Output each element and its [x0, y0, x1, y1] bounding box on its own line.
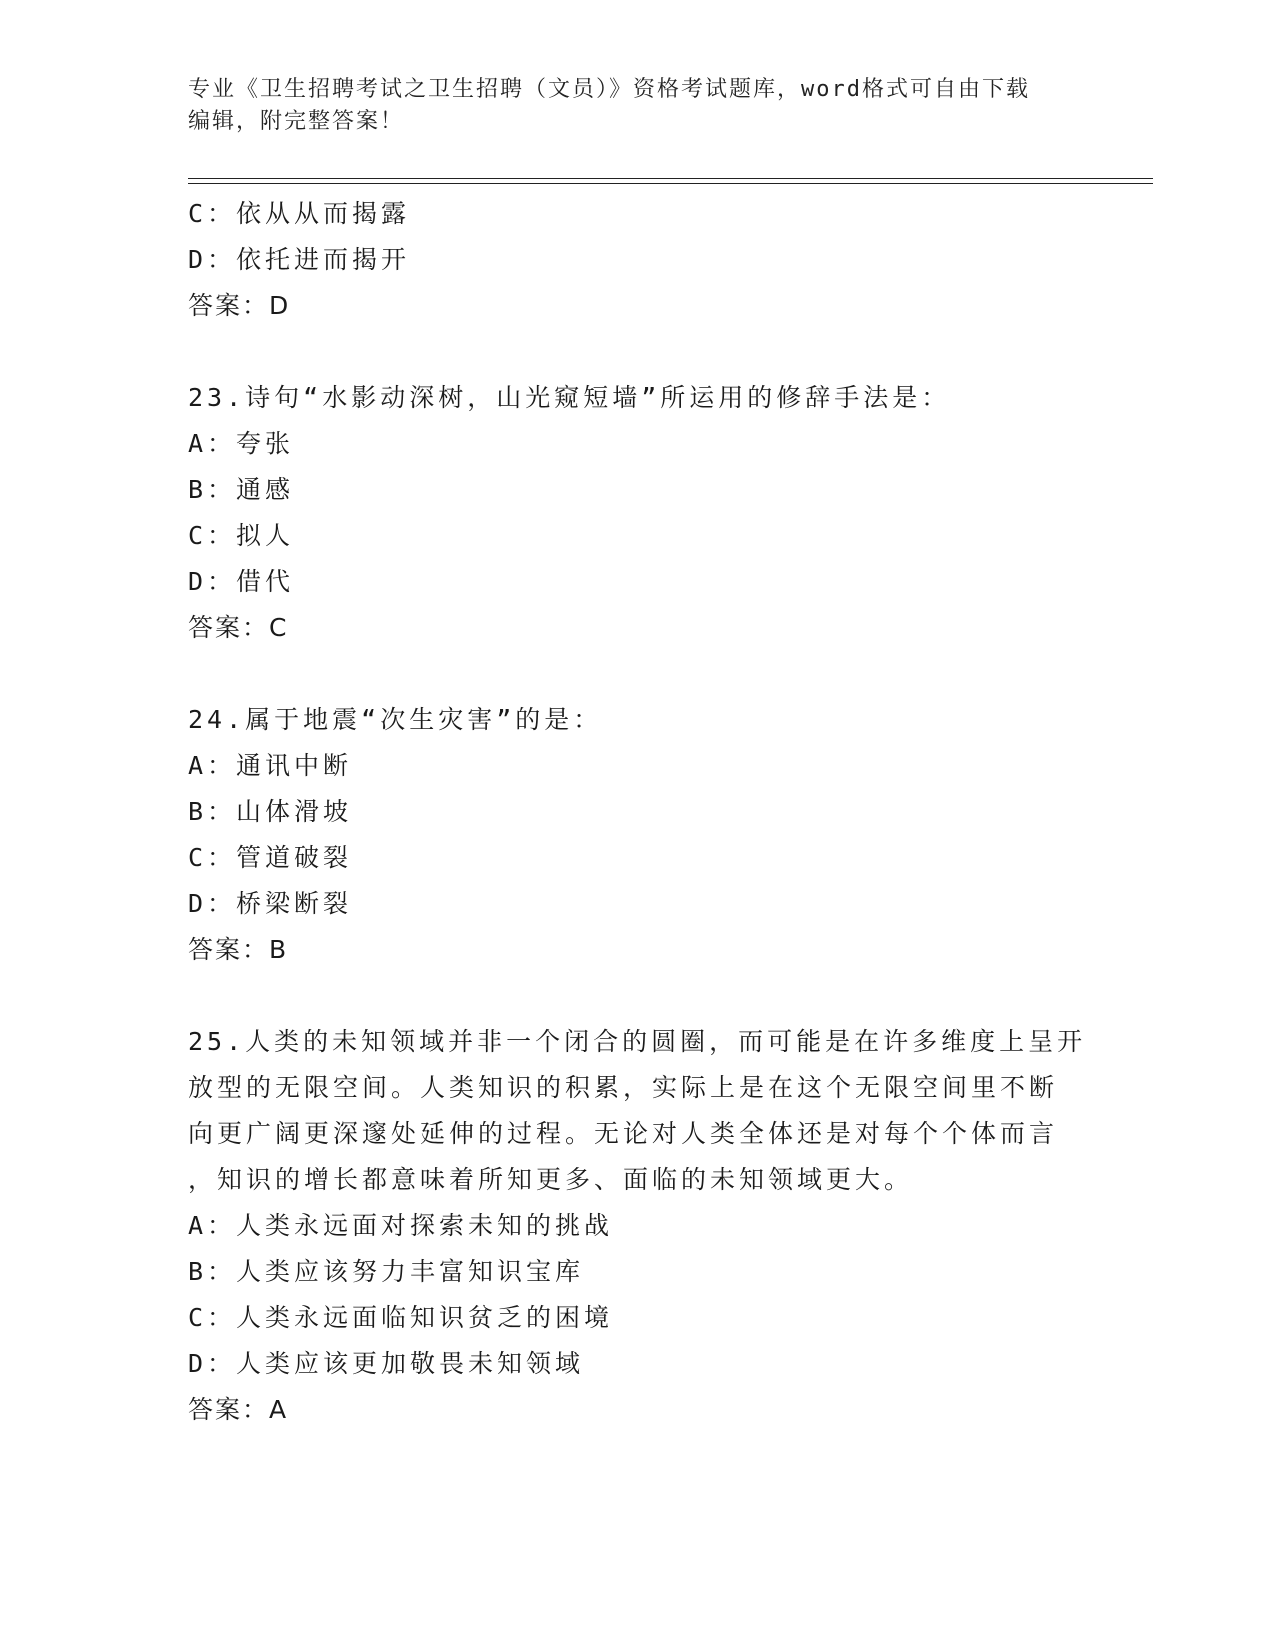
option-b: B：通感	[188, 475, 295, 504]
question-stem-line-3: 向更广阔更深邃处延伸的过程。无论对人类全体还是对每个个体而言	[188, 1119, 1059, 1148]
answer: 答案：C	[188, 613, 289, 642]
question-stem: 23.诗句“水影动深树，山光窥短墙”所运用的修辞手法是：	[188, 383, 951, 412]
page-header	[188, 74, 1088, 138]
question-23	[188, 375, 1088, 651]
question-24	[188, 697, 1088, 973]
question-stem: 24.属于地震“次生灾害”的是：	[188, 705, 603, 734]
option-b: B：山体滑坡	[188, 797, 353, 826]
header-line-1: 专业《卫生招聘考试之卫生招聘（文员）》资格考试题库，word格式可自由下载	[188, 77, 1030, 102]
question-25	[188, 1019, 1088, 1433]
option-d: D：依托进而揭开	[188, 245, 411, 274]
option-d: D：桥梁断裂	[188, 889, 353, 918]
question-content	[188, 191, 1088, 1433]
option-c: C：拟人	[188, 521, 295, 550]
option-c: C：依从从而揭露	[188, 199, 411, 228]
answer: 答案：D	[188, 291, 291, 320]
option-a: A：通讯中断	[188, 751, 353, 780]
question-stem-line-1: 25.人类的未知领域并非一个闭合的圆圈，而可能是在许多维度上呈开	[188, 1027, 1087, 1056]
question-stem-line-4: ，知识的增长都意味着所知更多、面临的未知领域更大。	[188, 1165, 914, 1194]
option-c: C：管道破裂	[188, 843, 353, 872]
header-divider-bottom	[188, 183, 1153, 184]
answer: 答案：B	[188, 935, 289, 964]
question-stem-line-2: 放型的无限空间。人类知识的积累，实际上是在这个无限空间里不断	[188, 1073, 1059, 1102]
header-line-2: 编辑，附完整答案！	[188, 109, 405, 134]
option-c: C：人类永远面临知识贫乏的困境	[188, 1303, 614, 1332]
option-b: B：人类应该努力丰富知识宝库	[188, 1257, 585, 1286]
option-a: A：夸张	[188, 429, 295, 458]
option-a: A：人类永远面对探索未知的挑战	[188, 1211, 614, 1240]
header-divider-top	[188, 178, 1153, 179]
option-d: D：借代	[188, 567, 295, 596]
answer: 答案：A	[188, 1395, 289, 1424]
option-d: D：人类应该更加敬畏未知领域	[188, 1349, 585, 1378]
previous-question-tail	[188, 191, 1088, 329]
